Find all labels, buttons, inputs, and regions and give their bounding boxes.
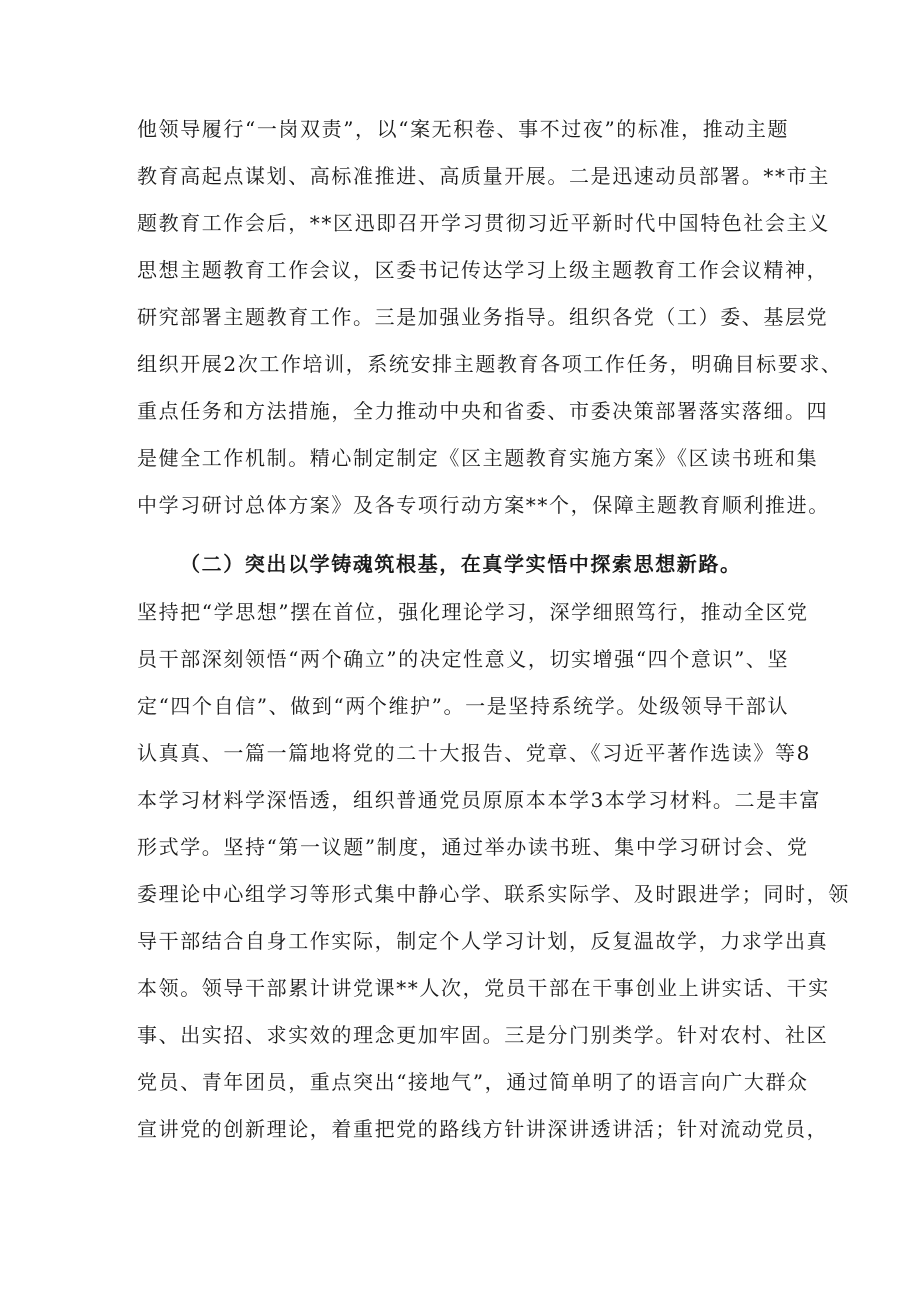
- paragraph-line: 中学习研讨总体方案》及各专项行动方案**个，保障主题教育顺利推进。: [137, 493, 830, 517]
- paragraph-line: 本领。领导干部累计讲党课**人次，党员干部在干事创业上讲实话、干实: [137, 976, 830, 1000]
- paragraph-line: 形式学。坚持“第一议题”制度，通过举办读书班、集中学习研讨会、党: [137, 835, 809, 859]
- paragraph-line: 他领导履行“一岗双责”，以“案无积卷、事不过夜”的标准，推动主题: [137, 117, 790, 141]
- paragraph-line: 重点任务和方法措施，全力推动中央和省委、市委决策部署落实落细。四: [137, 399, 829, 423]
- paragraph-line: 委理论中心组学习等形式集中静心学、联系实际学、及时跟进学；同时，领: [137, 882, 850, 906]
- paragraph-line: 教育高起点谋划、高标准推进、高质量开展。二是迅速动员部署。**市主: [137, 164, 830, 188]
- paragraph-line: 组织开展2次工作培训，系统安排主题教育各项工作任务，明确目标要求、: [137, 352, 843, 376]
- paragraph-line: 研究部署主题教育工作。三是加强业务指导。组织各党（工）委、基层党: [137, 305, 829, 329]
- section-heading: （二）突出以学铸魂筑根基，在真学实悟中探索思想新路。: [180, 552, 742, 576]
- paragraph-line: 宣讲党的创新理论，着重把党的路线方针讲深讲透讲活；针对流动党员，: [137, 1117, 829, 1141]
- paragraph-line: 题教育工作会后，**区迅即召开学习贯彻习近平新时代中国特色社会主义: [137, 211, 830, 235]
- paragraph-line: 是健全工作机制。精心制定制定《区主题教育实施方案》《区读书班和集: [137, 446, 819, 470]
- paragraph-line: 导干部结合自身工作实际，制定个人学习计划，反复温故学，力求学出真: [137, 929, 829, 953]
- paragraph-line: 员干部深刻领悟“两个确立”的决定性意义，切实增强“四个意识”、坚: [137, 647, 790, 671]
- paragraph-line: 定“四个自信”、做到“两个维护”。一是坚持系统学。处级领导干部认: [137, 694, 790, 718]
- paragraph-line: 思想主题教育工作会议，区委书记传达学习上级主题教育工作会议精神，: [137, 258, 829, 282]
- paragraph-line: 坚持把“学思想”摆在首位，强化理论学习，深学细照笃行，推动全区党: [137, 600, 809, 624]
- paragraph-line: 认真真、一篇一篇地将党的二十大报告、党章、《习近平著作选读》等8: [137, 741, 811, 765]
- paragraph-line: 党员、青年团员，重点突出“接地气”，通过简单明了的语言向广大群众: [137, 1070, 809, 1094]
- paragraph-line: 事、出实招、求实效的理念更加牢固。三是分门别类学。针对农村、社区: [137, 1023, 829, 1047]
- paragraph-line: 本学习材料学深悟透，组织普通党员原原本本学3本学习材料。二是丰富: [137, 788, 821, 812]
